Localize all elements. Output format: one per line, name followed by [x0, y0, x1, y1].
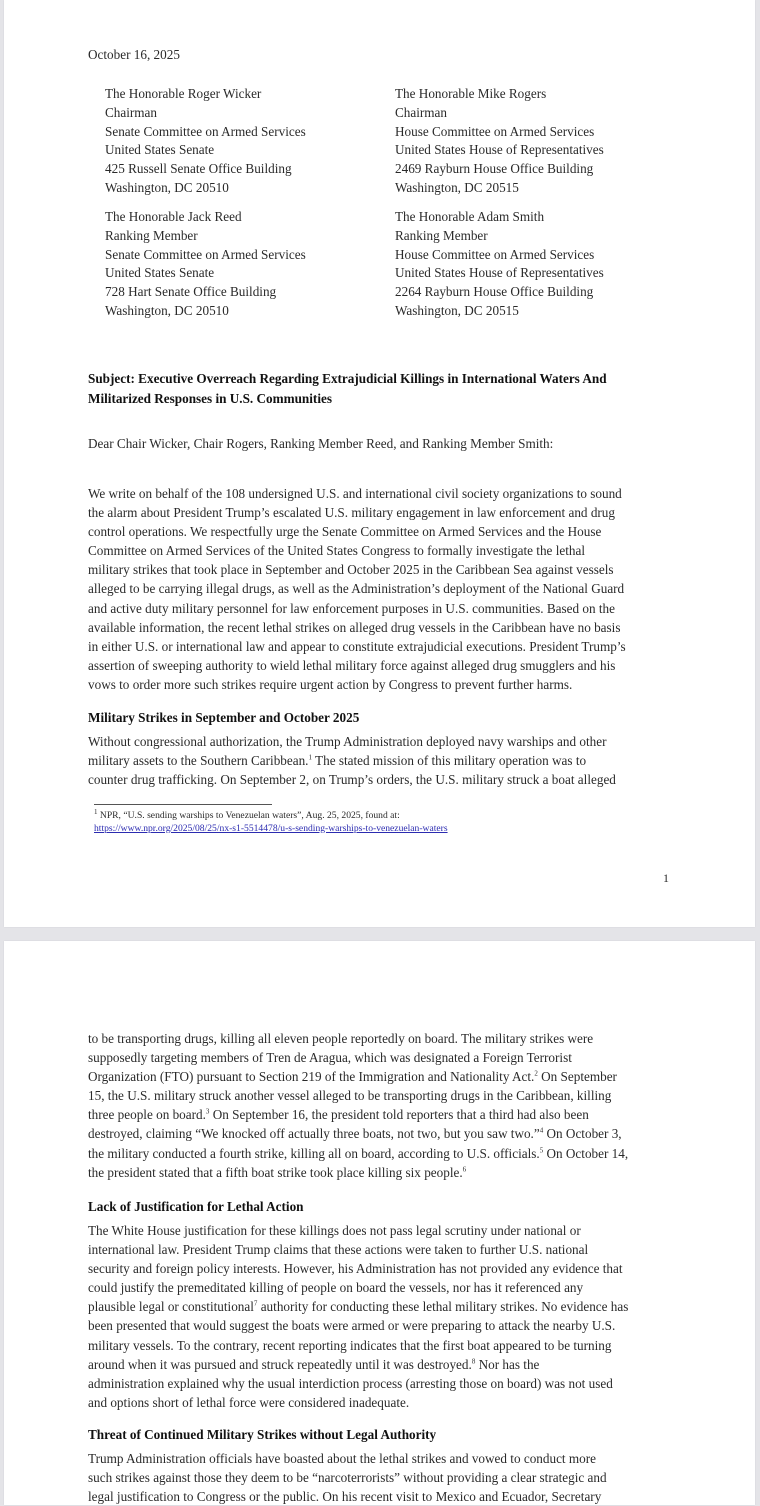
threat-of-continued-strikes-paragraph: Trump Administration officials have boasted about the lethal strikes and vowed to conduct more such strikes against those they deem to be “narcoterrorists” without providing a clear strategic and legal justification to Congress or the public. On his recent visit to Mexico and Ecuador, Secretary — [88, 1451, 607, 1505]
footnote-ref[interactable]: 4 — [539, 1127, 544, 1136]
document-page-1 — [4, 0, 755, 927]
salutation: Dear Chair Wicker, Chair Rogers, Ranking Member Reed, and Ranking Member Smith: — [88, 436, 554, 451]
footnote-ref[interactable]: 2 — [534, 1069, 538, 1078]
recipient-senate-chair: The Honorable Roger Wicker Chairman Senate Committee on Armed Services United States Senate 425 Russell Senate Office Building Washington, DC 20510 — [105, 86, 306, 195]
footnote-1-link[interactable]: https://www.npr.org/2025/08/25/nx-s1-5514478/u-s-sending-warships-to-venezuelan-waters — [94, 822, 448, 834]
footnote-ref[interactable]: 5 — [539, 1146, 544, 1155]
section-heading-military-strikes: Military Strikes in September and October 2025 — [88, 710, 360, 725]
military-strikes-paragraph-part1: Without congressional authorization, the Trump Administration deployed navy warships and other military assets to the Southern Caribbean.$^1$ The stated mission of this military operation was to counter drug trafficking. On September 2, on Trump’s orders, the U.S. military struck a boat alleged — [88, 734, 616, 788]
footnote-ref[interactable]: 8 — [471, 1357, 476, 1366]
footnote-divider — [94, 804, 272, 805]
section-heading-threat-of-continued-strikes: Threat of Continued Military Strikes without Legal Authority — [88, 1427, 437, 1442]
page-number: 1 — [663, 871, 669, 885]
section-heading-lack-of-justification: Lack of Justification for Lethal Action — [88, 1199, 304, 1214]
intro-paragraph: We write on behalf of the 108 undersigned U.S. and international civil society organizations to sound the alarm about President Trump’s escalated U.S. military engagement in law enforcement and drug control operations. We respectfully urge the Senate Committee on Armed Services and the House Committee on Armed Services of the United States Congress to formally investigate the lethal military strikes that took place in September and October 2025 in the Caribbean Sea against vessels alleged to be carrying illegal drugs, as well as the Administration’s deployment of the National Guard and active duty military personnel for law enforcement purposes in U.S. communities. Based on the available information, the recent lethal strikes on alleged drug vessels in the Caribbean have no basis in either U.S. or international law and appear to constitute extrajudicial executions. President Trump’s assertion of sweeping authority to wield lethal military force against alleged drug smugglers and his vows to order more such strikes require urgent action by Congress to prevent further harms. — [88, 486, 626, 692]
document-page-2 — [4, 941, 755, 1505]
letter-date: October 16, 2025 — [88, 47, 180, 62]
recipient-senate-ranking: The Honorable Jack Reed Ranking Member Senate Committee on Armed Services United States Senate 728 Hart Senate Office Building Washington, DC 20510 — [105, 209, 306, 318]
recipient-house-chair: The Honorable Mike Rogers Chairman House Committee on Armed Services United States House of Representatives 2469 Rayburn House Office Building Washington, DC 20515 — [395, 86, 604, 195]
footnote-ref[interactable]: 7 — [253, 1299, 258, 1308]
military-strikes-paragraph-part2: to be transporting drugs, killing all eleven people reportedly on board. The military strikes were supposedly targeting members of Tren de Aragua, which was designated a Foreign Terrorist Organization (FTO) pursuant to Section 219 of the Immigration and Nationality Act.$^2$ On September 15, the U.S. military struck another vessel alleged to be transporting drugs in the Caribbean, killing three people on board.$^3$ On September 16, the president told reporters that a third had also been destroyed, claiming “We knocked off actually three boats, not two, but you saw two.”$^4$ On October 3, the military conducted a fourth strike, killing all on board, according to U.S. officials.$^5$ On October 14, the president stated that a fifth boat strike took place killing six people.$^6$ — [88, 1031, 629, 1180]
recipient-house-ranking: The Honorable Adam Smith Ranking Member House Committee on Armed Services United States House of Representatives 2264 Rayburn House Office Building Washington, DC 20515 — [395, 209, 604, 318]
footnote-ref[interactable]: 6 — [462, 1165, 467, 1174]
subject-line: Subject: Executive Overreach Regarding Extrajudicial Killings in International Waters And Militarized Responses in U.S. Communities — [88, 371, 607, 406]
footnote-1: $^1$ NPR, “U.S. sending warships to Venezuelan waters”, Aug. 25, 2025, found at: https://www.npr.org/2025/08/25/nx-s1-5514478/u-s-sending-warships-to-venezuelan-waters — [94, 807, 448, 834]
footnote-ref[interactable]: 1 — [308, 753, 312, 762]
footnote-ref[interactable]: 3 — [205, 1107, 210, 1116]
lack-of-justification-paragraph: The White House justification for these killings does not pass legal scrutiny under national or international law. President Trump claims that these actions were taken to further U.S. national security and foreign policy interests. However, his Administration has not provided any evidence that could justify the premeditated killing of people on board the vessels, nor has it referenced any plausible legal or constitutional$^7$ authority for conducting these lethal military strikes. No evidence has been presented that would suggest the boats were armed or were preparing to attack the nearby U.S. military vessels. To the contrary, recent reporting indicates that the first boat appeared to be turning around when it was pursued and struck repeatedly until it was destroyed.$^8$ Nor has the administration explained why the usual interdiction process (arresting those on board) was not used and options short of lethal force were considered inadequate. — [88, 1223, 629, 1410]
